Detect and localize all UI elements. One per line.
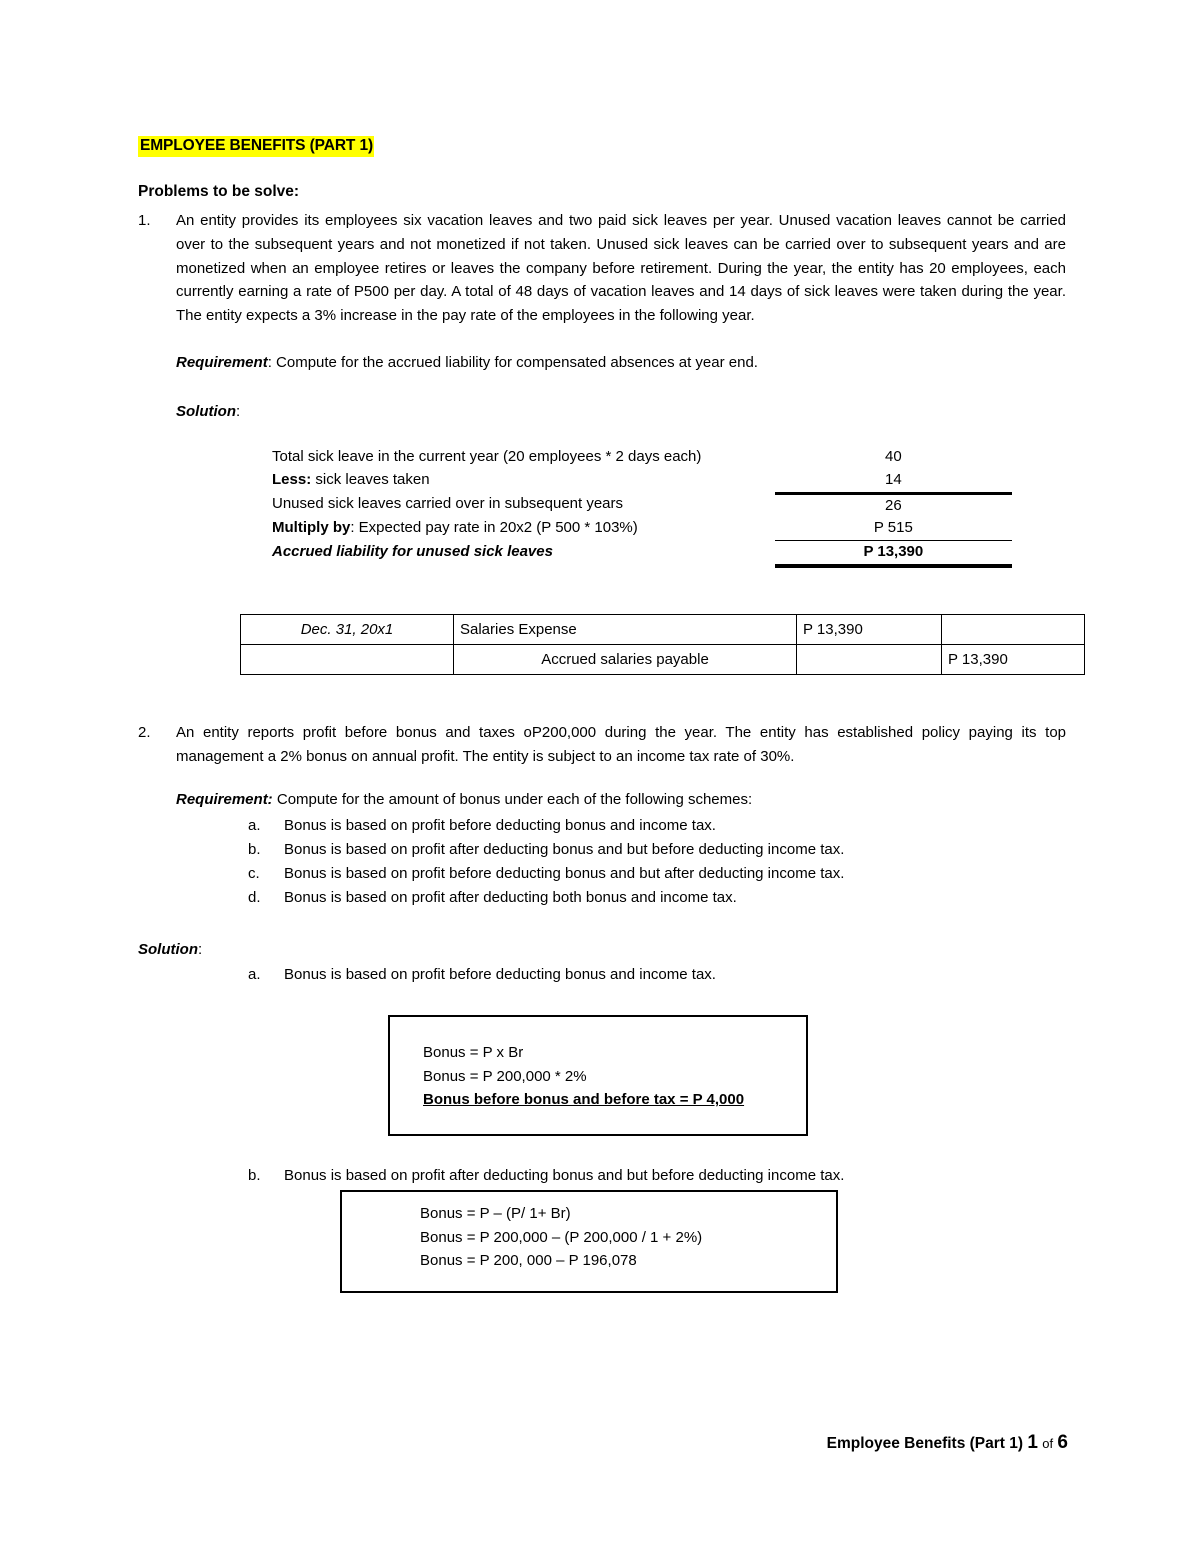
journal-account-debit: Salaries Expense	[454, 615, 797, 645]
formula-b-line1: Bonus = P – (P/ 1+ Br)	[420, 1204, 571, 1222]
problem-2-solution-block	[138, 938, 1066, 961]
formula-a-line2: Bonus = P 200,000 * 2%	[423, 1067, 587, 1085]
calc-label-less: Less:	[272, 470, 312, 488]
journal-credit-amount-empty	[942, 615, 1085, 645]
table-row	[272, 469, 1012, 493]
solution-text-b: Bonus is based on profit after deducting bonus and but before deducting income tax.	[284, 1166, 845, 1184]
table-row	[272, 541, 1012, 566]
formula-b-line2: Bonus = P 200,000 – (P 200,000 / 1 + 2%)	[420, 1228, 703, 1246]
solution-colon-2: :	[198, 940, 203, 958]
scheme-text-d: Bonus is based on profit after deducting both bonus and income tax.	[284, 888, 737, 906]
list-item	[248, 886, 1066, 910]
journal-credit-amount: P 13,390	[942, 645, 1085, 675]
table-row	[241, 645, 1085, 675]
problem-1-requirement-block	[176, 351, 1066, 424]
calc-amt-accrued-liability: P 13,390	[775, 541, 1012, 566]
calc-amt-expected-pay-rate: P 515	[775, 517, 1012, 540]
page-footer	[827, 1432, 1068, 1454]
formula-a-line1: Bonus = P x Br	[423, 1043, 524, 1061]
problem-1-number: 1.	[138, 212, 151, 230]
problem-1	[138, 209, 1066, 327]
calc-amt-sick-leaves-taken: 14	[775, 469, 1012, 493]
solution-a-heading	[248, 963, 1066, 987]
solution-colon: :	[236, 403, 241, 421]
journal-debit-amount: P 13,390	[797, 615, 942, 645]
page-content	[138, 136, 1066, 1293]
table-row	[272, 446, 1012, 469]
problem-2	[138, 721, 1066, 768]
accrued-liability-computation	[272, 446, 1012, 569]
page-title: EMPLOYEE BENEFITS (PART 1)	[138, 136, 374, 157]
journal-debit-amount-empty	[797, 645, 942, 675]
journal-date-empty	[241, 645, 454, 675]
problem-1-solution-label	[176, 400, 1066, 423]
problem-2-requirement	[176, 788, 1066, 811]
problem-2-solution-label	[138, 938, 1066, 961]
calc-desc-total-sick-leave: Total sick leave in the current year (20 employees * 2 days each)	[272, 447, 702, 465]
title-row	[138, 136, 1066, 157]
scheme-letter-b: b.	[248, 840, 261, 858]
list-item	[248, 814, 1066, 838]
formula-a-result: Bonus before bonus and before tax = P 4,000	[423, 1091, 745, 1109]
formula-box-b	[340, 1190, 838, 1293]
journal-account-credit: Accrued salaries payable	[454, 645, 797, 675]
calc-desc-less-sick-leaves-taken	[272, 469, 775, 493]
calc-desc-multiply-rest: : Expected pay rate in 20x2 (P 500 * 103%)	[350, 519, 638, 537]
solution-b-heading	[248, 1164, 1066, 1188]
problem-1-text: An entity provides its employees six vacation leaves and two paid sick leaves per year. Unused vacation leaves cannot be carried over to the subsequent years and not monetized if not taken. Unused sick leaves can be carried over to subsequent years and are monetized when an employee retires or leaves the company before retirement. During the year, the entity has 20 employees, each currently earning a rate of P500 per day. A total of 48 days of vacation leaves and 14 days of sick leaves were taken during the year. The entity expects a 3% increase in the pay rate of the employees in the following year.	[176, 212, 1066, 324]
calc-desc-less-rest: sick leaves taken	[311, 470, 430, 488]
scheme-letter-a: a.	[248, 816, 261, 834]
scheme-text-b: Bonus is based on profit after deducting bonus and but before deducting income tax.	[284, 840, 845, 858]
solution-letter-b: b.	[248, 1166, 261, 1184]
problem-1-requirement	[176, 351, 1066, 374]
scheme-letter-d: d.	[248, 888, 261, 906]
calc-amt-unused-carried-over: 26	[885, 496, 902, 514]
schemes-list	[248, 814, 1066, 910]
calc-desc-unused-carried-over: Unused sick leaves carried over in subsequent years	[272, 495, 624, 513]
footer-of-word: of	[1042, 1436, 1054, 1451]
footer-page-number: 1	[1027, 1432, 1038, 1453]
computation-table	[272, 446, 1012, 569]
table-row	[272, 493, 1012, 517]
list-item	[248, 838, 1066, 862]
solution-label: Solution	[176, 403, 236, 421]
requirement-label: Requirement	[176, 354, 268, 372]
requirement-label-2: Requirement:	[176, 791, 273, 809]
scheme-text-a: Bonus is based on profit before deducting bonus and income tax.	[284, 816, 716, 834]
journal-entry-table	[240, 614, 1085, 675]
calc-desc-accrued-liability: Accrued liability for unused sick leaves	[272, 542, 553, 560]
solution-text-a: Bonus is based on profit before deducting bonus and income tax.	[284, 965, 716, 983]
calc-amt-total-sick-leave: 40	[885, 447, 902, 465]
table-row	[272, 517, 1012, 540]
formula-box-a	[388, 1015, 808, 1136]
problems-section-label: Problems to be solve:	[138, 182, 300, 200]
journal-entry-section	[240, 614, 1032, 675]
list-item	[248, 1164, 1066, 1188]
calc-label-multiply-by: Multiply by	[272, 519, 351, 537]
scheme-text-c: Bonus is based on profit before deducting bonus and but after deducting income tax.	[284, 864, 845, 882]
solution-letter-a: a.	[248, 965, 261, 983]
solution-label-2: Solution	[138, 940, 198, 958]
formula-b-line3: Bonus = P 200, 000 – P 196,078	[420, 1252, 637, 1270]
problem-2-number: 2.	[138, 724, 151, 742]
problem-2-requirement-block	[176, 788, 1066, 811]
footer-title: Employee Benefits (Part 1)	[826, 1435, 1024, 1452]
scheme-letter-c: c.	[248, 864, 260, 882]
table-row	[241, 615, 1085, 645]
footer-total-pages: 6	[1057, 1432, 1068, 1453]
requirement-text: : Compute for the accrued liability for compensated absences at year end.	[267, 354, 758, 372]
list-item	[248, 963, 1066, 987]
journal-date: Dec. 31, 20x1	[241, 615, 454, 645]
requirement-text-2: Compute for the amount of bonus under each of the following schemes:	[272, 791, 753, 809]
calc-desc-multiply-by	[272, 517, 775, 540]
problem-2-text: An entity reports profit before bonus and taxes oP200,000 during the year. The entity has established policy paying its top management a 2% bonus on annual profit. The entity is subject to an income tax rate of 30%.	[176, 724, 1066, 765]
list-item	[248, 862, 1066, 886]
